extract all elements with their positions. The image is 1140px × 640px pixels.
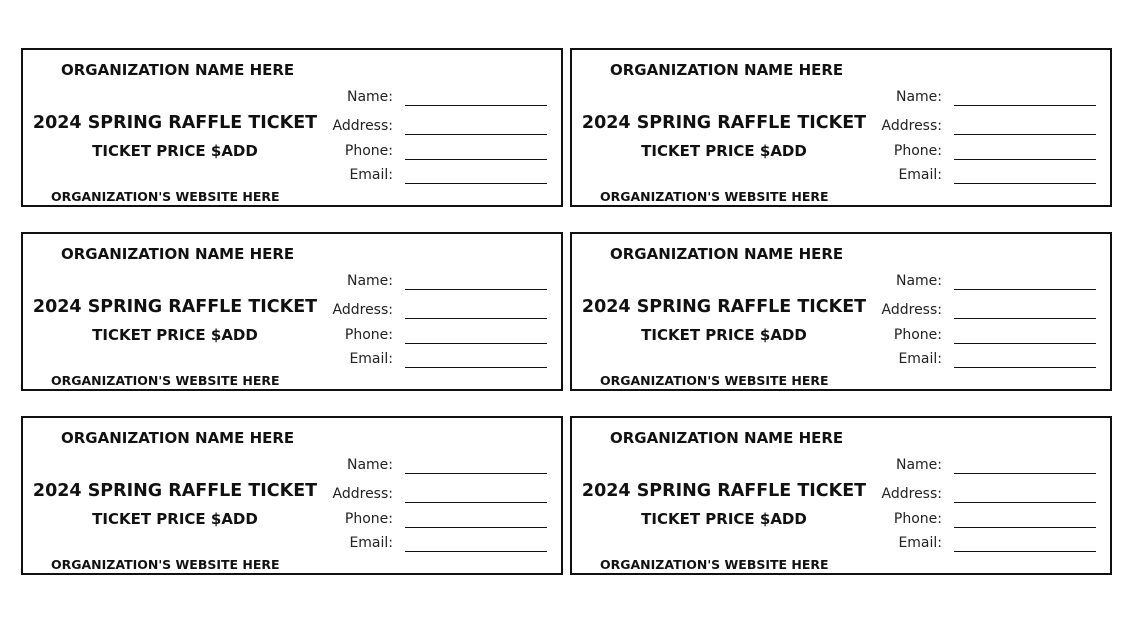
name-blank-line[interactable] xyxy=(954,289,1096,290)
name-blank-line[interactable] xyxy=(405,289,547,290)
email-label: Email: xyxy=(349,351,393,367)
organization-website: ORGANIZATION'S WEBSITE HERE xyxy=(51,189,280,204)
ticket-price: TICKET PRICE $ADD xyxy=(92,510,258,528)
ticket-price: TICKET PRICE $ADD xyxy=(641,326,807,344)
organization-name: ORGANIZATION NAME HERE xyxy=(61,245,295,263)
name-blank-line[interactable] xyxy=(954,473,1096,474)
phone-label: Phone: xyxy=(344,327,393,343)
organization-website: ORGANIZATION'S WEBSITE HERE xyxy=(600,373,829,388)
phone-label: Phone: xyxy=(893,143,942,159)
organization-name: ORGANIZATION NAME HERE xyxy=(610,61,844,79)
name-label: Name: xyxy=(895,273,942,289)
raffle-ticket-title: 2024 SPRING RAFFLE TICKET xyxy=(32,481,318,501)
raffle-ticket-sheet xyxy=(21,48,1113,578)
address-label: Address: xyxy=(332,486,393,502)
phone-blank-line[interactable] xyxy=(405,527,547,528)
address-label: Address: xyxy=(332,302,393,318)
raffle-ticket xyxy=(21,416,563,575)
phone-blank-line[interactable] xyxy=(954,343,1096,344)
address-label: Address: xyxy=(881,486,942,502)
email-blank-line[interactable] xyxy=(405,551,547,552)
ticket-price: TICKET PRICE $ADD xyxy=(92,326,258,344)
email-label: Email: xyxy=(898,351,942,367)
raffle-ticket-title: 2024 SPRING RAFFLE TICKET xyxy=(581,481,867,501)
organization-name: ORGANIZATION NAME HERE xyxy=(61,429,295,447)
organization-name: ORGANIZATION NAME HERE xyxy=(61,61,295,79)
address-blank-line[interactable] xyxy=(954,318,1096,319)
address-blank-line[interactable] xyxy=(405,318,547,319)
ticket-price: TICKET PRICE $ADD xyxy=(92,142,258,160)
name-blank-line[interactable] xyxy=(954,105,1096,106)
name-blank-line[interactable] xyxy=(405,105,547,106)
raffle-ticket xyxy=(570,416,1112,575)
address-blank-line[interactable] xyxy=(405,502,547,503)
phone-blank-line[interactable] xyxy=(954,159,1096,160)
ticket-price: TICKET PRICE $ADD xyxy=(641,510,807,528)
address-label: Address: xyxy=(332,118,393,134)
raffle-ticket xyxy=(570,48,1112,207)
name-label: Name: xyxy=(895,89,942,105)
name-label: Name: xyxy=(346,457,393,473)
raffle-ticket xyxy=(21,48,563,207)
name-blank-line[interactable] xyxy=(405,473,547,474)
email-blank-line[interactable] xyxy=(405,183,547,184)
raffle-ticket-title: 2024 SPRING RAFFLE TICKET xyxy=(32,113,318,133)
raffle-ticket-title: 2024 SPRING RAFFLE TICKET xyxy=(581,297,867,317)
organization-website: ORGANIZATION'S WEBSITE HERE xyxy=(600,557,829,572)
email-blank-line[interactable] xyxy=(405,367,547,368)
raffle-ticket xyxy=(21,232,563,391)
organization-website: ORGANIZATION'S WEBSITE HERE xyxy=(600,189,829,204)
address-blank-line[interactable] xyxy=(954,134,1096,135)
name-label: Name: xyxy=(346,273,393,289)
name-label: Name: xyxy=(895,457,942,473)
phone-blank-line[interactable] xyxy=(954,527,1096,528)
organization-name: ORGANIZATION NAME HERE xyxy=(610,429,844,447)
phone-blank-line[interactable] xyxy=(405,159,547,160)
ticket-price: TICKET PRICE $ADD xyxy=(641,142,807,160)
raffle-ticket-title: 2024 SPRING RAFFLE TICKET xyxy=(581,113,867,133)
email-blank-line[interactable] xyxy=(954,183,1096,184)
address-label: Address: xyxy=(881,118,942,134)
organization-website: ORGANIZATION'S WEBSITE HERE xyxy=(51,373,280,388)
address-blank-line[interactable] xyxy=(954,502,1096,503)
email-label: Email: xyxy=(349,535,393,551)
organization-website: ORGANIZATION'S WEBSITE HERE xyxy=(51,557,280,572)
email-label: Email: xyxy=(898,535,942,551)
address-label: Address: xyxy=(881,302,942,318)
address-blank-line[interactable] xyxy=(405,134,547,135)
phone-label: Phone: xyxy=(893,511,942,527)
phone-label: Phone: xyxy=(344,511,393,527)
email-label: Email: xyxy=(898,167,942,183)
email-blank-line[interactable] xyxy=(954,551,1096,552)
name-label: Name: xyxy=(346,89,393,105)
email-blank-line[interactable] xyxy=(954,367,1096,368)
phone-label: Phone: xyxy=(344,143,393,159)
email-label: Email: xyxy=(349,167,393,183)
raffle-ticket-title: 2024 SPRING RAFFLE TICKET xyxy=(32,297,318,317)
organization-name: ORGANIZATION NAME HERE xyxy=(610,245,844,263)
raffle-ticket xyxy=(570,232,1112,391)
phone-label: Phone: xyxy=(893,327,942,343)
phone-blank-line[interactable] xyxy=(405,343,547,344)
